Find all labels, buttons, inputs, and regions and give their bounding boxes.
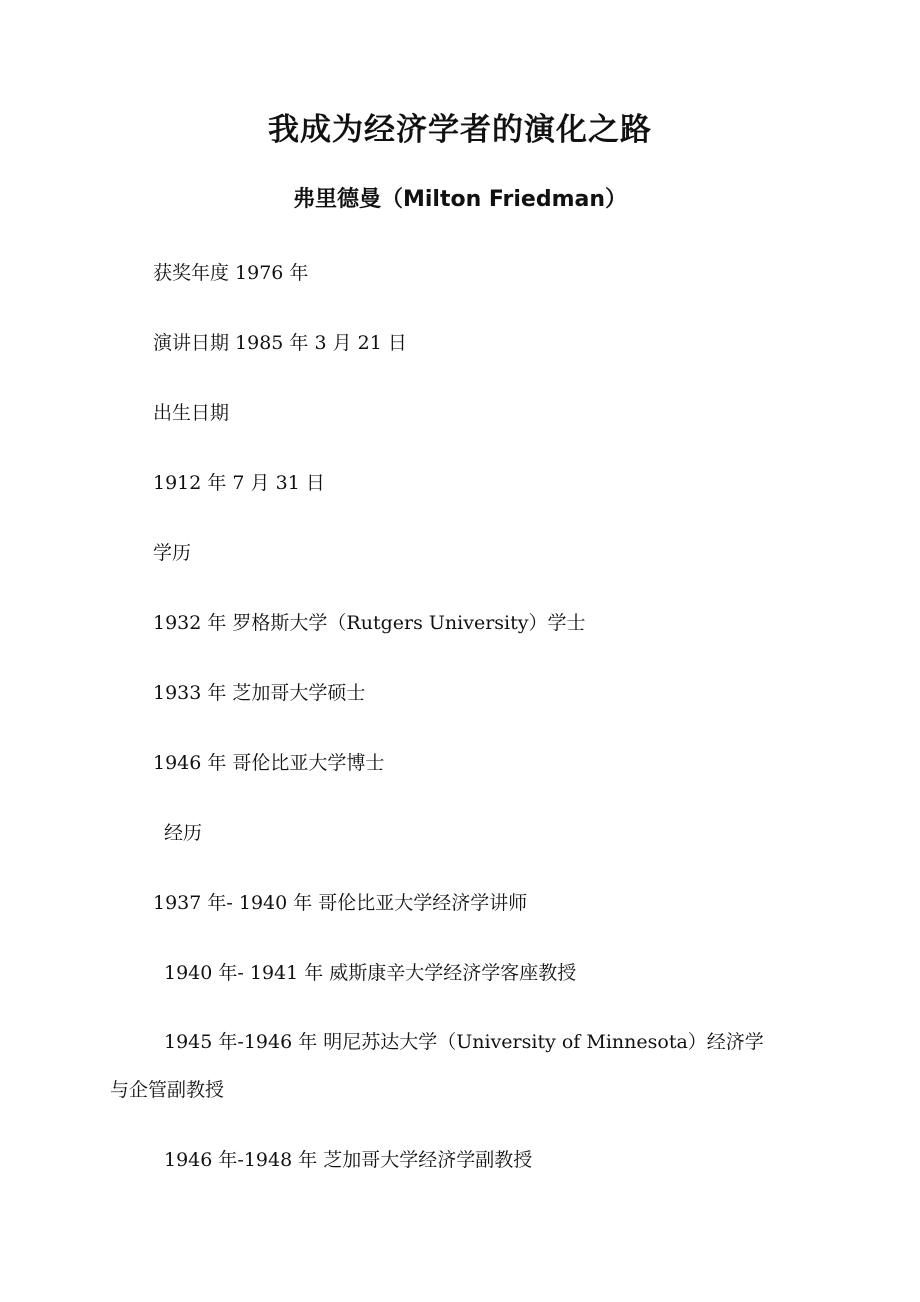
lecture-date-line: 演讲日期 1985 年 3 月 21 日: [153, 332, 407, 354]
birth-date-label: 出生日期: [153, 402, 230, 424]
education-item: 1946 年 哥伦比亚大学博士: [153, 752, 385, 774]
experience-heading: 经历: [164, 822, 203, 844]
experience-item: 1937 年- 1940 年 哥伦比亚大学经济学讲师: [153, 892, 528, 914]
experience-item: 1940 年- 1941 年 威斯康辛大学经济学客座教授: [164, 962, 577, 984]
experience-item-wrapped: [110, 1018, 822, 1114]
document-subtitle: 弗里德曼（Milton Friedman）: [292, 187, 628, 212]
education-item: 1933 年 芝加哥大学硕士: [153, 682, 366, 704]
award-year-line: 获奖年度 1976 年: [153, 262, 309, 284]
experience-item: 1946 年-1948 年 芝加哥大学经济学副教授: [164, 1149, 533, 1171]
education-heading: 学历: [153, 542, 192, 564]
birth-date-value: 1912 年 7 月 31 日: [153, 472, 325, 494]
document-title: 我成为经济学者的演化之路: [268, 112, 652, 148]
education-item: 1932 年 罗格斯大学（Rutgers University）学士: [153, 612, 586, 634]
experience-item-line-1: 1945 年-1946 年 明尼苏达大学（University of Minnesota）经济学: [164, 1031, 764, 1053]
experience-item-line-2: 与企管副教授: [110, 1079, 225, 1101]
